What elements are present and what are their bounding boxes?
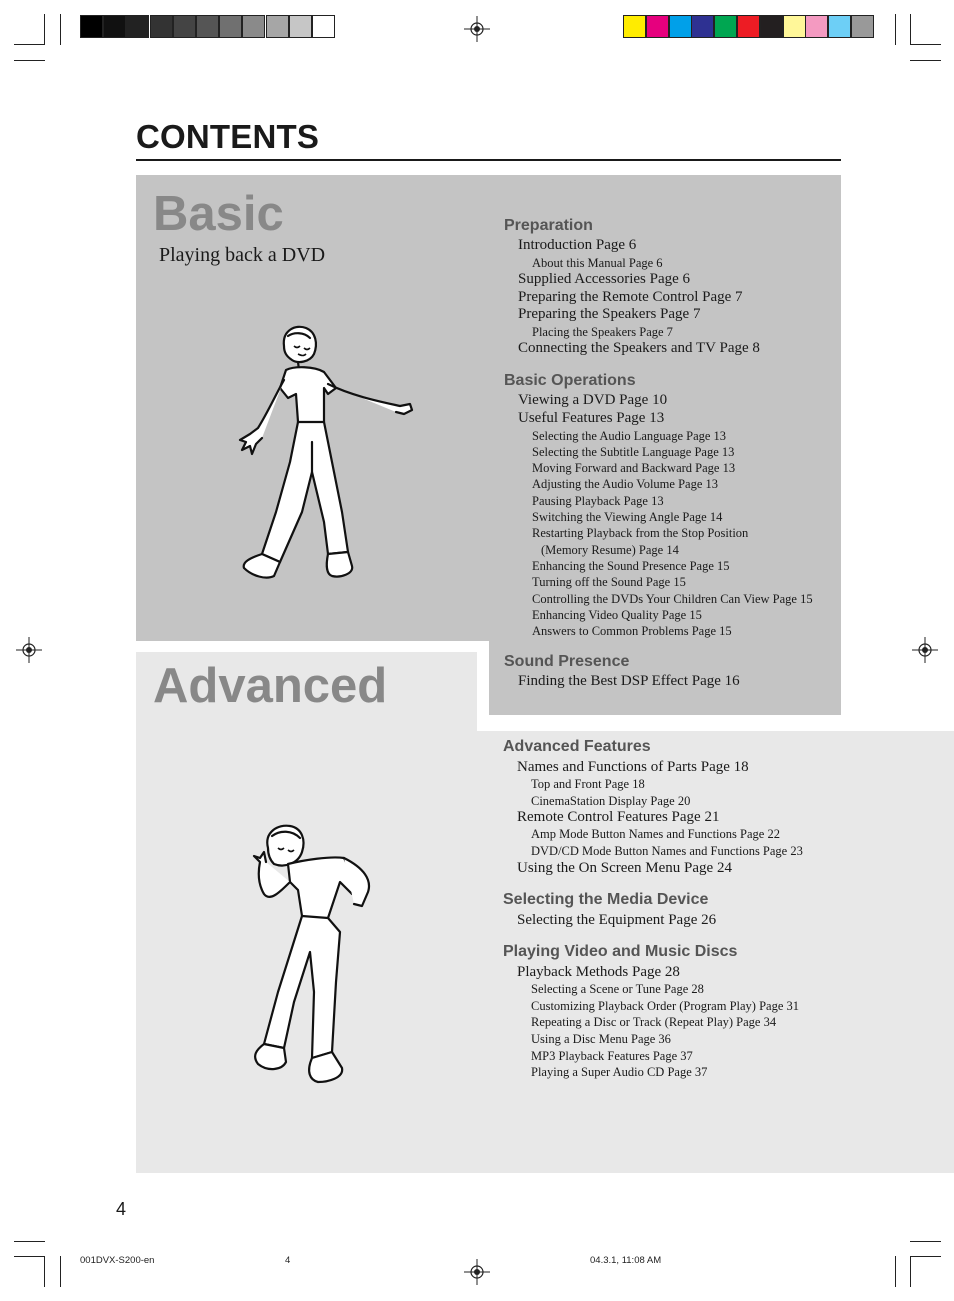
color-swatch (783, 15, 806, 38)
basic-heading: Basic (153, 187, 284, 241)
registration-mark-icon (464, 16, 490, 42)
gray-swatch (80, 15, 103, 38)
registration-mark-icon (912, 637, 938, 663)
gray-swatch (266, 15, 289, 38)
gray-swatch (289, 15, 312, 38)
gray-swatch (312, 15, 335, 38)
toc-entry: Supplied Accessories Page 6 (518, 271, 691, 287)
toc-section-title: Selecting the Media Device (503, 890, 709, 908)
toc-entry: Connecting the Speakers and TV Page 8 (518, 340, 760, 357)
toc-subentry: Controlling the DVDs Your Children Can View Page 15 (532, 591, 813, 606)
color-swatch (737, 15, 760, 38)
gray-swatch (219, 15, 242, 38)
toc-subentry: Enhancing Video Quality Page 15 (532, 607, 702, 622)
toc-entry: Remote Control Features Page 21 (517, 809, 720, 826)
color-swatch (851, 15, 874, 38)
toc-subentry: MP3 Playback Features Page 37 (531, 1048, 693, 1063)
footer-filename: 001DVX-S200-en (80, 1255, 155, 1266)
toc-subentry: DVD/CD Mode Button Names and Functions Page 23 (531, 844, 803, 859)
toc-subentry: Moving Forward and Backward Page 13 (532, 461, 736, 476)
page-number: 4 (116, 1199, 127, 1219)
color-swatch (691, 15, 714, 38)
color-swatch (714, 15, 737, 38)
registration-mark-icon (464, 1259, 490, 1285)
color-swatch (828, 15, 851, 38)
toc-subentry: Top and Front Page 18 (531, 777, 645, 791)
toc-subentry: Pausing Playback Page 13 (532, 493, 664, 508)
footer-timestamp: 04.3.1, 11:08 AM (590, 1255, 662, 1266)
toc-subentry: Selecting the Subtitle Language Page 13 (532, 444, 735, 459)
color-swatch (623, 15, 646, 38)
toc-entry: Useful Features Page 13 (518, 409, 665, 426)
toc-subentry: Turning off the Sound Page 15 (532, 575, 686, 590)
toc-subentry: Answers to Common Problems Page 15 (532, 624, 732, 639)
toc-subentry: Switching the Viewing Angle Page 14 (532, 510, 723, 524)
gray-swatch (126, 15, 149, 38)
toc-entry: Selecting the Equipment Page 26 (517, 911, 717, 928)
toc-subentry: Amp Mode Button Names and Functions Page 22 (531, 827, 780, 842)
toc-section-title: Playing Video and Music Discs (503, 942, 738, 960)
toc-entry: Names and Functions of Parts Page 18 (517, 759, 749, 775)
color-swatch (646, 15, 669, 38)
toc-subentry: Placing the Speakers Page 7 (532, 325, 673, 340)
toc-subentry: Repeating a Disc or Track (Repeat Play) Page 34 (531, 1015, 777, 1030)
toc-subentry: Customizing Playback Order (Program Play) Page 31 (531, 998, 800, 1013)
color-swatch (805, 15, 828, 38)
toc-section-title: Advanced Features (503, 738, 651, 755)
color-swatch (760, 15, 783, 38)
toc-entry: Preparing the Remote Control Page 7 (518, 288, 743, 305)
basic-subtitle: Playing back a DVD (159, 244, 326, 266)
toc-section-title: Sound Presence (504, 653, 630, 671)
toc-subentry: Restarting Playback from the Stop Position (532, 526, 749, 541)
page-title: CONTENTS (136, 118, 320, 155)
toc-entry: Introduction Page 6 (518, 237, 637, 253)
gray-swatch (103, 15, 126, 38)
toc-entry: Finding the Best DSP Effect Page 16 (518, 673, 740, 690)
toc-entry: Viewing a DVD Page 10 (518, 392, 668, 409)
toc-subentry: About this Manual Page 6 (532, 255, 663, 270)
gray-swatch (173, 15, 196, 38)
toc-subentry: Selecting the Audio Language Page 13 (532, 428, 727, 443)
toc-subentry: Adjusting the Audio Volume Page 13 (532, 477, 718, 492)
toc-section-title: Basic Operations (504, 372, 636, 390)
registration-mark-icon (16, 637, 42, 663)
toc-entry: Playback Methods Page 28 (517, 963, 680, 980)
toc-entry: Using the On Screen Menu Page 24 (517, 859, 732, 876)
pointing-woman-illustration (244, 822, 384, 1094)
toc-section-title: Preparation (504, 217, 593, 234)
toc-subentry: CinemaStation Display Page 20 (531, 793, 691, 808)
standing-woman-illustration (232, 322, 417, 584)
gray-swatch (150, 15, 173, 38)
toc-subentry: Selecting a Scene or Tune Page 28 (531, 981, 704, 996)
toc-subentry: Playing a Super Audio CD Page 37 (531, 1065, 708, 1080)
toc-subentry: Using a Disc Menu Page 36 (531, 1031, 671, 1046)
toc-subentry: (Memory Resume) Page 14 (541, 542, 679, 557)
advanced-heading: Advanced (153, 659, 388, 713)
toc-subentry: Enhancing the Sound Presence Page 15 (532, 558, 730, 573)
gray-swatch (196, 15, 219, 38)
footer-page: 4 (285, 1255, 291, 1266)
toc-entry: Preparing the Speakers Page 7 (518, 306, 701, 323)
title-divider (136, 159, 841, 161)
gray-swatch (242, 15, 265, 38)
color-swatch (669, 15, 692, 38)
